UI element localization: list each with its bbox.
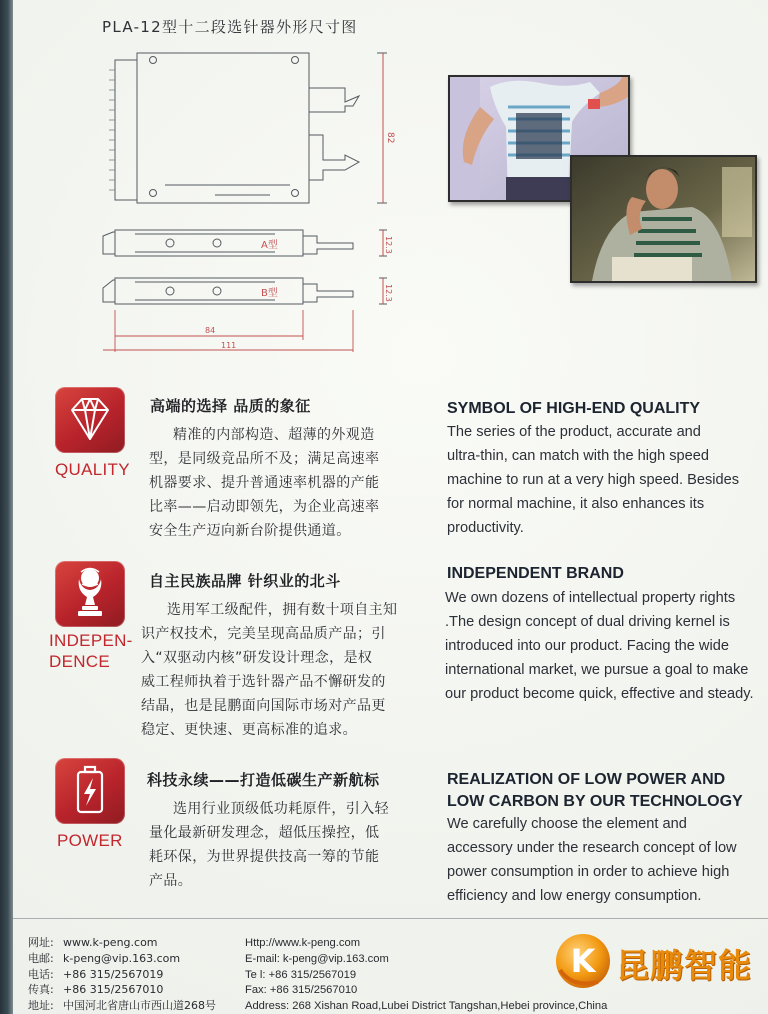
quality-cn-line: 比率——启动即领先，为企业高速率 — [149, 499, 380, 515]
footer-divider — [13, 918, 768, 919]
power-en-line: power consumption in order to achieve high — [447, 864, 730, 880]
power-icon-box — [55, 758, 125, 824]
independence-cn-body — [141, 598, 397, 742]
independence-icon-box — [55, 561, 125, 627]
page-edge-strip — [0, 0, 13, 1014]
footer-phone-row — [28, 967, 216, 983]
company-logo — [552, 930, 762, 992]
quality-cn-heading: 高端的选择 品质的象征 — [150, 397, 311, 415]
power-cn-line: 选用行业顶级低功耗原件，引入轻 — [173, 801, 389, 817]
independence-cn-line: 入“双驱动内核”研发设计理念，是权 — [141, 650, 373, 666]
dimension-drawing — [95, 40, 415, 365]
independence-caption — [49, 630, 133, 672]
footer-en-fax: Fax: +86 315/2567010 — [245, 984, 358, 997]
drawing-title: PLA-12型十二段选针器外形尺寸图 — [102, 18, 358, 36]
independence-en-line: our product become quick, effective and steady. — [445, 686, 754, 702]
power-en-heading-line: LOW CARBON BY OUR TECHNOLOGY — [447, 793, 743, 810]
power-cn-heading: 科技永续——打造低碳生产新航标 — [147, 771, 380, 789]
independence-cn-line: 结晶，也是昆鹏面向国际市场对产品更 — [141, 698, 386, 714]
drawing-main-body — [137, 53, 309, 203]
dim-inner-width-label: 84 — [205, 326, 216, 335]
footer-en-phone: Te l: +86 315/2567019 — [245, 968, 357, 981]
dim-height-label: 82 — [385, 132, 395, 144]
quality-cn-line: 机器要求、提升普通速率机器的产能 — [149, 475, 380, 491]
independence-en-body — [445, 586, 765, 706]
independence-cn-line: 稳定、更快速、更高标准的追求。 — [141, 722, 357, 738]
dim-b-label: 12.3 — [384, 284, 393, 302]
quality-cn-line: 型，是同级竞品所不及；满足高速率 — [149, 451, 380, 467]
footer-address-row — [28, 998, 216, 1014]
footer-label: 网址: — [28, 936, 54, 949]
footer-fax: +86 315/2567010 — [63, 983, 164, 997]
footer-label: 地址: — [28, 999, 54, 1013]
diamond-icon — [55, 387, 125, 453]
power-en-line: accessory under the research concept of low — [447, 840, 737, 856]
quality-en-line: productivity. — [447, 520, 524, 536]
footer-address: 中国河北省唐山市西山道268号 — [63, 999, 216, 1013]
footer-en-email-link[interactable]: E-mail: k-peng@vip.163.com — [245, 952, 389, 965]
logo-text: 昆鹏智能 — [616, 946, 752, 985]
battery-icon — [55, 758, 125, 824]
power-en-body — [447, 812, 767, 908]
footer-fax-row — [28, 982, 216, 998]
quality-en-heading: SYMBOL OF HIGH-END QUALITY — [447, 400, 701, 417]
trophy-icon — [55, 561, 125, 627]
independence-cn-heading: 自主民族品牌 针织业的北斗 — [149, 572, 341, 590]
independence-en-line: introduced into our product. Facing the wide — [445, 638, 729, 654]
independence-caption-line: DENCE — [49, 652, 111, 671]
quality-en-line: The series of the product, accurate and — [447, 424, 701, 440]
dim-total-width-label: 111 — [221, 341, 237, 350]
power-en-heading-line: REALIZATION OF LOW POWER AND — [447, 771, 726, 788]
logo-mark-letter: K — [570, 942, 596, 980]
independence-en-heading: INDEPENDENT BRAND — [447, 565, 624, 582]
dim-a-label: 12.3 — [384, 236, 393, 254]
footer-label: 电邮: — [28, 951, 54, 965]
footer-phone: +86 315/2567019 — [63, 967, 164, 981]
product-photo-man — [570, 155, 757, 283]
power-caption: POWER — [57, 831, 123, 850]
power-cn-body — [149, 797, 389, 893]
independence-cn-line: 选用军工级配件，拥有数十项自主知 — [167, 602, 398, 618]
footer-label: 传真: — [28, 983, 54, 997]
quality-en-line: machine to run at a very high speed. Besides — [447, 472, 740, 488]
footer-website-row — [28, 935, 216, 951]
footer-en-website-link[interactable]: Http://www.k-peng.com — [245, 937, 361, 949]
footer-website-link[interactable]: www.k-peng.com — [63, 936, 158, 949]
footer-contact-cn — [28, 935, 216, 1014]
quality-cn-line: 安全生产迈向新台阶提供通道。 — [149, 523, 351, 539]
power-cn-line: 耗环保，为世界提供技高一筹的节能 — [149, 849, 380, 865]
independence-cn-line: 识产权技术，完美呈现高品质产品；引 — [141, 626, 386, 642]
k-logo-icon — [552, 930, 614, 992]
power-cn-line: 量化最新研发理念，超低压操控，低 — [149, 825, 380, 841]
label-b-type: B型 — [261, 288, 278, 299]
footer-email-row — [28, 951, 216, 967]
independence-en-line: We own dozens of intellectual property rights — [445, 590, 736, 606]
quality-icon-box — [55, 387, 125, 453]
quality-caption: QUALITY — [55, 460, 130, 479]
drawing-connector-block — [115, 60, 137, 200]
quality-cn-body — [149, 423, 379, 543]
footer-email-link[interactable]: k-peng@vip.163.com — [63, 951, 181, 965]
independence-en-line: .The design concept of dual driving kernel is — [445, 614, 730, 630]
power-en-line: We carefully choose the element and — [447, 816, 687, 832]
footer-label: 电话: — [28, 967, 54, 981]
independence-en-line: international market, we pursue a goal to make — [445, 662, 749, 678]
quality-en-line: ultra-thin, can match with the high speed — [447, 448, 710, 464]
power-en-line: efficiency and low energy consumption. — [447, 888, 702, 904]
footer-en-address: Address: 268 Xishan Road,Lubei District Tangshan,Hebei province,China — [245, 1000, 608, 1013]
power-cn-line: 产品。 — [149, 873, 193, 889]
quality-cn-line: 精准的内部构造、超薄的外观造 — [173, 427, 375, 443]
label-a-type: A型 — [261, 240, 278, 251]
quality-en-line: for normal machine, it also enhances its — [447, 496, 705, 512]
quality-en-body — [447, 420, 767, 540]
independence-cn-line: 威工程师执着于选针器产品不懈研发的 — [141, 674, 386, 690]
power-en-heading — [447, 769, 743, 813]
independence-caption-line: INDEPEN- — [49, 631, 133, 650]
